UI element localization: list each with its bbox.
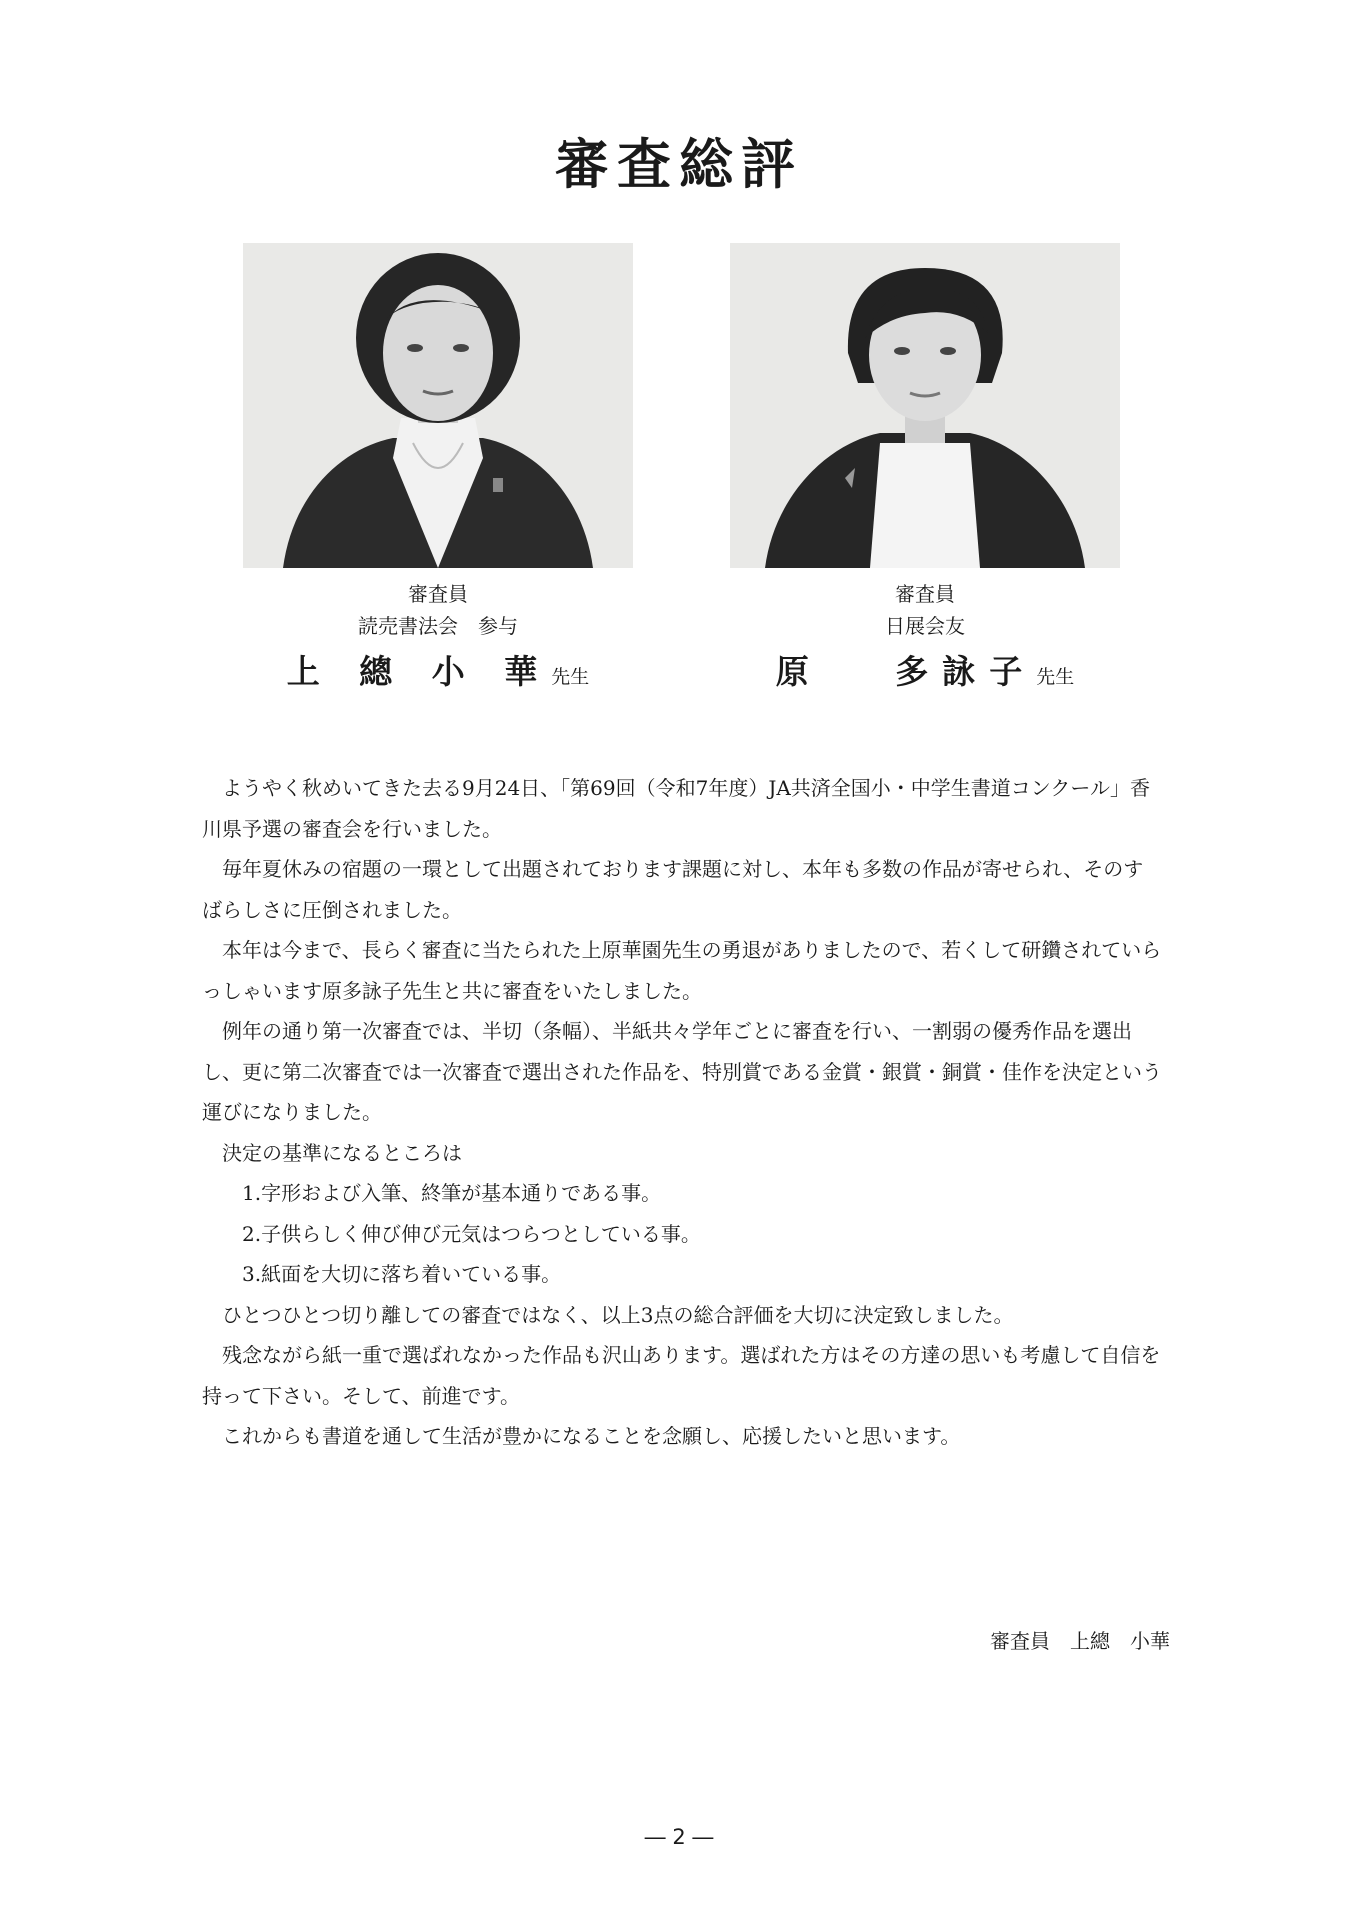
paragraph: ようやく秋めいてきた去る9月24日、「第69回（令和7年度）JA共済全国小・中学生書道コンクール」香川県予選の審査会を行いました。 [202, 776, 1151, 841]
judge-name-1: 上 總 小 華 [286, 652, 552, 691]
paragraph: 例年の通り第一次審査では、半切（条幅）、半紙共々学年ごとに審査を行い、一割弱の優秀作品を選出し、更に第二次審査では一次審査で選出された作品を、特別賞である金賞・銀賞・銅賞・佳作を決定という運びになりました。 [202, 1019, 1162, 1124]
criteria-item: 2.子供らしく伸び伸び元気はつらつとしている事。 [242, 1221, 701, 1246]
judge-role-2: 審査員 [895, 582, 955, 606]
judge-role-1: 審査員 [408, 582, 468, 606]
judge-affiliation-1: 読売書法会 参与 [358, 614, 518, 638]
page-number: ― 2 ― [644, 1825, 714, 1849]
paragraph: 残念ながら紙一重で選ばれなかった作品も沢山あります。選ばれた方はその方達の思いも考慮して自信を持って下さい。そして、前進です。 [202, 1343, 1161, 1408]
judge-affiliation-2: 日展会友 [885, 614, 965, 638]
page-title: 審査総評 [555, 133, 803, 196]
criteria-item: 3.紙面を大切に落ち着いている事。 [242, 1262, 562, 1286]
signature: 審査員 上總 小華 [990, 1629, 1170, 1653]
judge-card-2 [730, 243, 1120, 693]
judge-photo-1 [243, 243, 633, 568]
paragraph: 決定の基準になるところは [222, 1140, 462, 1165]
paragraph: これからも書道を通して生活が豊かになることを念願し、応援したいと思います。 [222, 1424, 961, 1448]
paragraph: 本年は今まで、長らく審査に当たられた上原華園先生の勇退がありましたので、若くして研鑽されていらっしゃいます原多詠子先生と共に審査をいたしました。 [202, 938, 1162, 1003]
criteria-item: 1.字形および入筆、終筆が基本通りである事。 [242, 1181, 662, 1205]
paragraph: 毎年夏休みの宿題の一環として出題されております課題に対し、本年も多数の作品が寄せられ、そのすばらしさに圧倒されました。 [202, 857, 1144, 922]
review-body [202, 768, 1162, 1457]
judge-name-2: 原 多詠子 [775, 652, 1037, 691]
judge-card-1 [243, 243, 633, 693]
paragraph: ひとつひとつ切り離しての審査ではなく、以上3点の総合評価を大切に決定致しました。 [222, 1302, 1014, 1327]
judge-honorific-1: 先生 [551, 666, 590, 688]
judge-honorific-2: 先生 [1036, 666, 1075, 688]
judge-photo-2 [730, 243, 1120, 568]
